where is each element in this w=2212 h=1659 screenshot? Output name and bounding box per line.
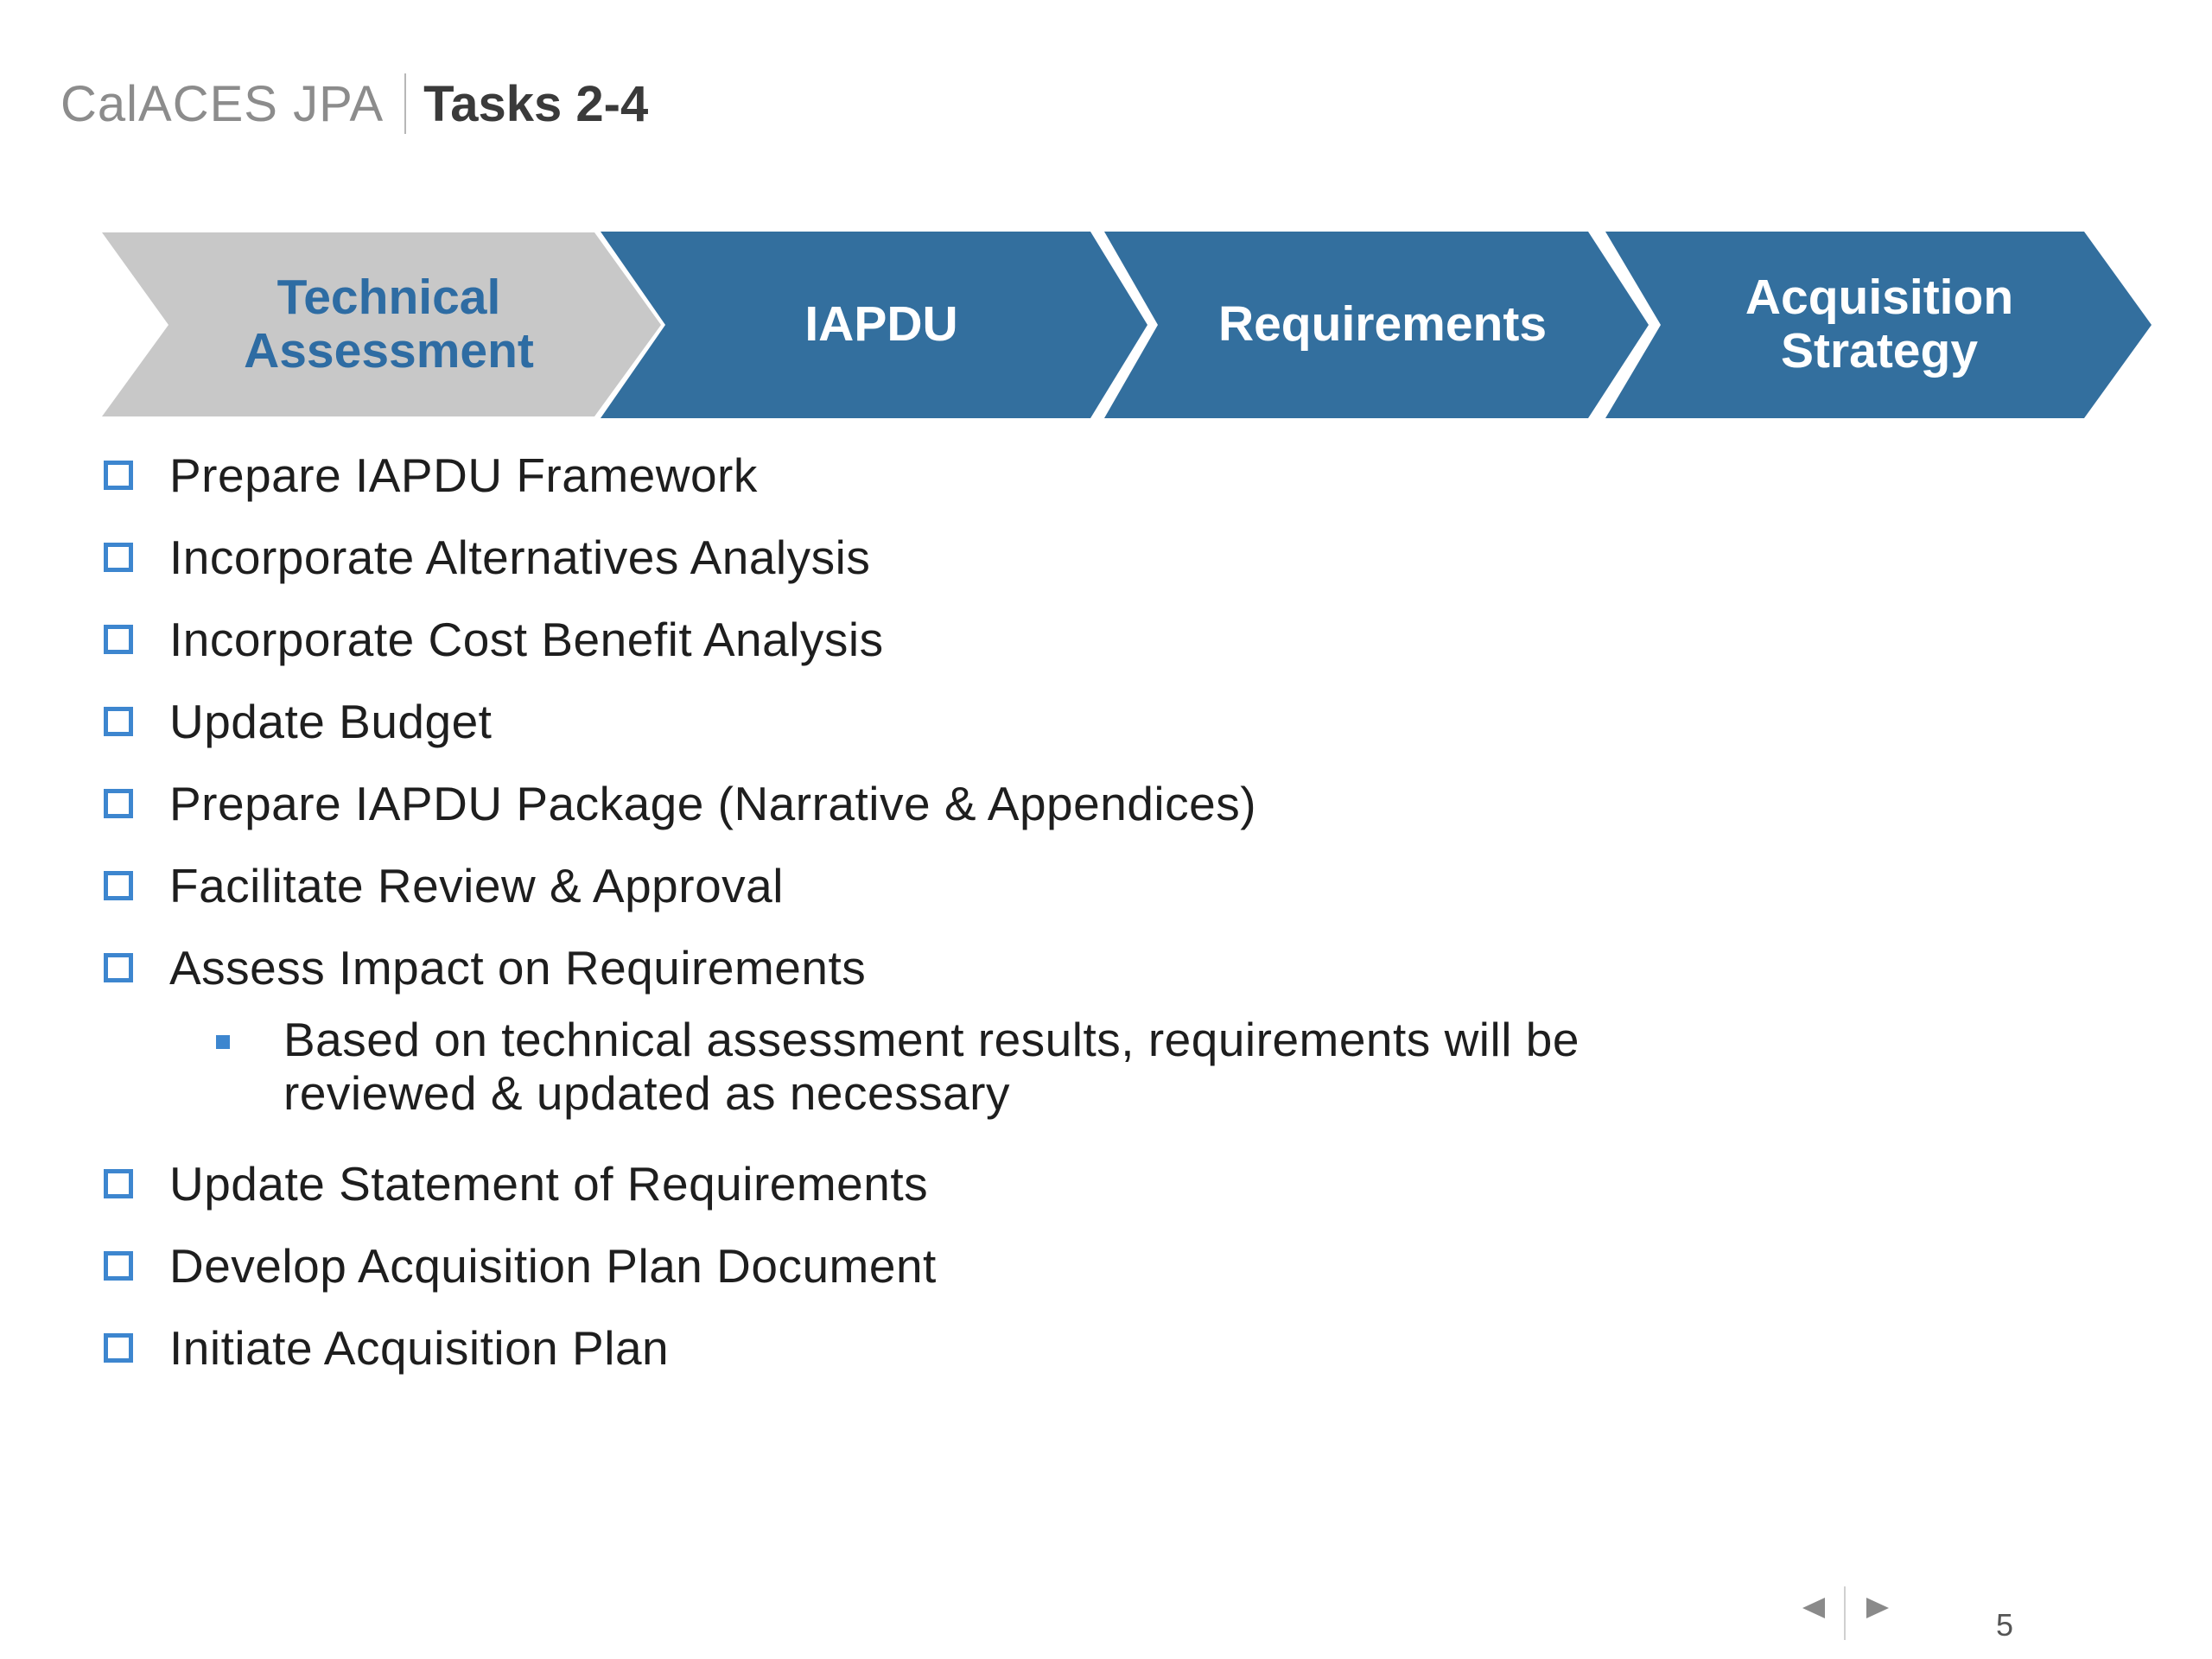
task-text: Incorporate Cost Benefit Analysis [169,613,884,666]
checkbox-icon [104,543,133,572]
square-bullet-icon [216,1035,230,1049]
org-name: CalACES JPA [60,75,385,132]
sub-bullet-text: Based on technical assessment results, requirements will be reviewed & updated as necessary [283,1013,1580,1120]
task-text: Assess Impact on Requirements [169,941,867,995]
phase-label-requirements: Requirements [1217,296,1548,352]
list-item [104,1154,928,1214]
task-text: Prepare IAPDU Framework [169,448,758,502]
checkbox-icon [104,789,133,818]
page-number: 5 [1996,1607,2014,1643]
phase-label-acquisition-strategy: Acquisition Strategy [1745,270,2014,378]
checkbox-icon [104,461,133,490]
list-item [104,691,492,752]
phase-label-iapdu: IAPDU [804,296,958,352]
triangle-right-icon[interactable] [1865,1595,1891,1621]
task-text: Update Statement of Requirements [169,1157,929,1211]
checkbox-icon [104,1169,133,1198]
task-text: Develop Acquisition Plan Document [169,1239,937,1293]
list-item [104,773,1256,834]
list-item [104,609,884,670]
task-text: Prepare IAPDU Package (Narrative & Appendices) [169,777,1257,830]
list-item [104,1318,669,1378]
triangle-left-icon[interactable] [1801,1595,1827,1621]
task-text: Facilitate Review & Approval [169,859,784,912]
list-item [104,1236,937,1296]
list-item [104,527,870,588]
checkbox-icon [104,953,133,982]
task-text: Incorporate Alternatives Analysis [169,531,871,584]
slide-title: Tasks 2-4 [423,75,649,132]
phase-label-technical-assessment: Technical Assessment [244,270,534,378]
checkbox-icon [104,625,133,654]
slide-navigation [1789,1586,1901,1642]
list-item [104,938,866,998]
nav-divider [1844,1586,1846,1640]
checkbox-icon [104,871,133,900]
checkbox-icon [104,1333,133,1363]
list-item [104,855,784,916]
checkbox-icon [104,707,133,736]
checkbox-icon [104,1251,133,1281]
list-item [104,445,758,505]
task-text: Update Budget [169,695,493,748]
task-text: Initiate Acquisition Plan [169,1321,670,1375]
